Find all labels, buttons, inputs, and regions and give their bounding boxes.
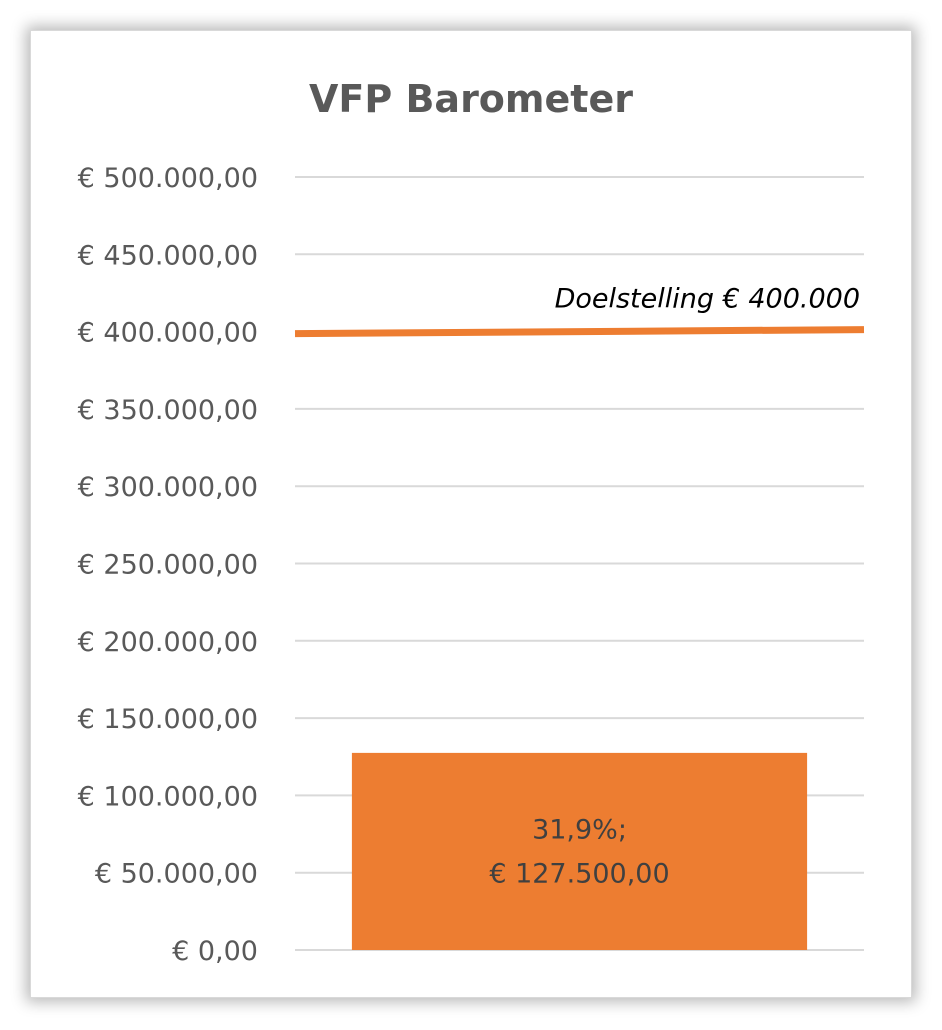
bars bbox=[352, 753, 807, 950]
target-label: Doelstelling € 400.000 bbox=[554, 283, 860, 315]
y-tick-label: € 200.000,00 bbox=[77, 626, 258, 658]
y-tick-label: € 250.000,00 bbox=[77, 549, 258, 581]
y-axis-ticks bbox=[78, 163, 258, 967]
y-tick-label: € 450.000,00 bbox=[77, 240, 258, 272]
y-tick-label: € 50.000,00 bbox=[94, 858, 258, 890]
target-group bbox=[295, 284, 864, 334]
y-tick-label: € 500.000,00 bbox=[77, 163, 258, 194]
chart-title: VFP Barometer bbox=[309, 77, 633, 121]
y-tick-label: € 150.000,00 bbox=[77, 704, 258, 736]
bar-data-label: 31,9%; bbox=[532, 814, 627, 846]
bar-data-label: € 127.500,00 bbox=[489, 858, 670, 890]
target-line bbox=[295, 330, 864, 334]
y-tick-label: € 100.000,00 bbox=[77, 781, 258, 813]
y-tick-label: € 300.000,00 bbox=[77, 472, 258, 504]
y-tick-label: € 350.000,00 bbox=[77, 394, 258, 426]
bar bbox=[352, 753, 807, 950]
y-tick-label: € 400.000,00 bbox=[77, 317, 258, 349]
y-tick-label: € 0,00 bbox=[172, 936, 258, 967]
